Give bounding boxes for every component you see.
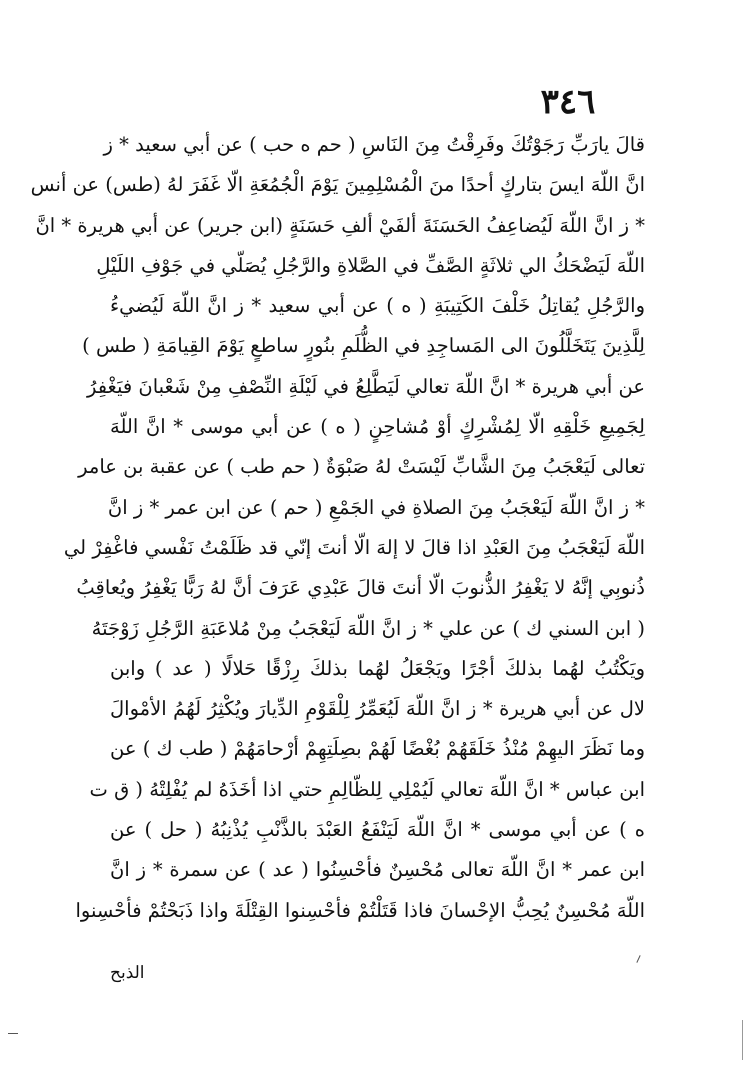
text-line-13: ( ابن السني ك ) عن علي * ز انَّ اللّهَ لَيَعْجَبُ مِنْ مُلاعَبَةِ الرَّجُلِ زَوْجَتَهُ: [91, 616, 645, 640]
text-line-4: اللّهَ لَيَضْحَكُ الي ثلاثَةٍ الصَّفِّ في الصَّلاةِ والرَّجُلِ يُصَلّي في جَوْفِ اللَيْلِ: [96, 253, 645, 277]
text-line-9: تعالى لَيَعْجَبُ مِنَ الشَّابِّ لَيْسَتْ لهُ صَبْوَةٌ ( حم طب ) عن عقبة بن عامر: [78, 455, 645, 479]
text-line-1: قالَ يارَبِّ رَجَوْتُكَ وفَرِقْتُ مِنَ النَاسِ ( حم ه حب ) عن أبي سعيد * ز: [103, 133, 645, 156]
text-line-12: ذُنوبِي إنَّهُ لا يَغْفِرُ الذُّنوبَ الّا أنتَ قالَ عَبْدِي عَرَفَ أنَّ لهُ رَبًّا يَغْفِرُ ويُعاقِبُ: [76, 576, 645, 600]
text-line-2: انَّ اللّهَ ايسَ بتاركٍ أحدًا منَ الْمُسْلِمِينَ يَوْمَ الْجُمُعَةِ الّا غَفَرَ لهُ (طس) عن أنس: [30, 173, 645, 197]
page-number: ٣٤٦: [540, 82, 596, 122]
text-line-17: ابن عباس * انَّ اللّهَ تعالي لَيُمْلِي لِلظّالِمِ حتي اذا أخَذَهُ لم يُفْلِتْهُ ( ق ت: [89, 777, 645, 801]
text-line-15: لال عن أبي هريرة * ز انَّ اللّهَ لَيُعَمِّرُ لِلْقَوْمِ الدِّيارَ ويُكْثِرُ لَهُمُ الأمْوالَ: [110, 697, 645, 721]
text-line-16: وما نَظَرَ اليهِمْ مُنْذُ خَلَقَهُمْ بُغْضًا لَهُمْ بصِلَتِهِمْ أرْحامَهُمْ ( طب ك ) عن: [110, 737, 645, 761]
text-line-11: اللّهَ لَيَعْجَبُ مِنَ العَبْدِ اذا قالَ لا إلهَ الّا أنتَ إنّي قد ظَلَمْتُ نَفْسي فاغْفِرْ لي: [63, 535, 645, 559]
scan-mark-right: [742, 1020, 743, 1060]
scan-mark-left: [8, 1033, 18, 1034]
text-line-19: ابن عمر * انَّ اللّهَ تعالى مُحْسِنٌ فأحْسِنُوا ( عد ) عن سمرة * ز انَّ: [110, 858, 645, 882]
text-line-5: والرَّجُلِ يُقاتِلُ خَلْفَ الكَتِيبَةِ ( ه ) عن أبي سعيد * ز انَّ اللّهَ لَيُضيءُ: [110, 294, 645, 318]
text-line-6: لِلَّذِينَ يَتَخَلَّلُونَ الى المَساجِدِ في الظُّلَمِ بنُورٍ ساطعٍ يَوْمَ القِيامَةِ ( طس ): [82, 334, 645, 358]
text-line-20: اللّهَ مُحْسِنٌ يُحِبُّ الإحْسانَ فاذا قَتَلْتُمْ فأحْسِنوا القِتْلَةَ واذا ذَبَحْتُمْ فأحْسِنوا: [75, 898, 645, 922]
text-line-10: * ز انَّ اللّهَ لَيَعْجَبُ مِنَ الصلاةِ في الجَمْعِ ( حم ) عن ابن عمر * ز انَّ: [107, 495, 645, 519]
text-line-8: لِجَمِيعِ خَلْقِهِ الّا لِمُشْرِكٍ أوْ مُشاحِنٍ ( ه ) عن أبي موسى * انَّ اللّهَ: [110, 415, 645, 439]
text-line-14: ويَكْتُبُ لهُما بذلكَ أجْرًا ويَجْعَلُ لهُما بذلكَ رِزْقًا حَلالًا ( عد ) وابن: [110, 656, 645, 680]
text-line-7: عن أبي هريرة * انَّ اللّهَ تعالي لَيَطَّلِعُ في لَيْلَةِ النِّصْفِ مِنْ شَعْبانَ فيَغْفِرُ: [86, 374, 645, 398]
text-line-3: * ز انَّ اللّهَ لَيُضاعِفُ الحَسَنَةَ ألفَيْ ألفِ حَسَنَةٍ (ابن جرير) عن أبي هريرة * انَّ: [35, 213, 645, 237]
text-line-18: ه ) عن أبي موسى * انَّ اللّهَ لَيَنْفَعُ العَبْدَ بالذَّنْبِ يُذْنِبُهُ ( حل ) عن: [110, 818, 645, 842]
scan-mark-small: [636, 955, 640, 963]
body-text: [30, 125, 645, 931]
catchword: الذبح: [110, 963, 145, 983]
